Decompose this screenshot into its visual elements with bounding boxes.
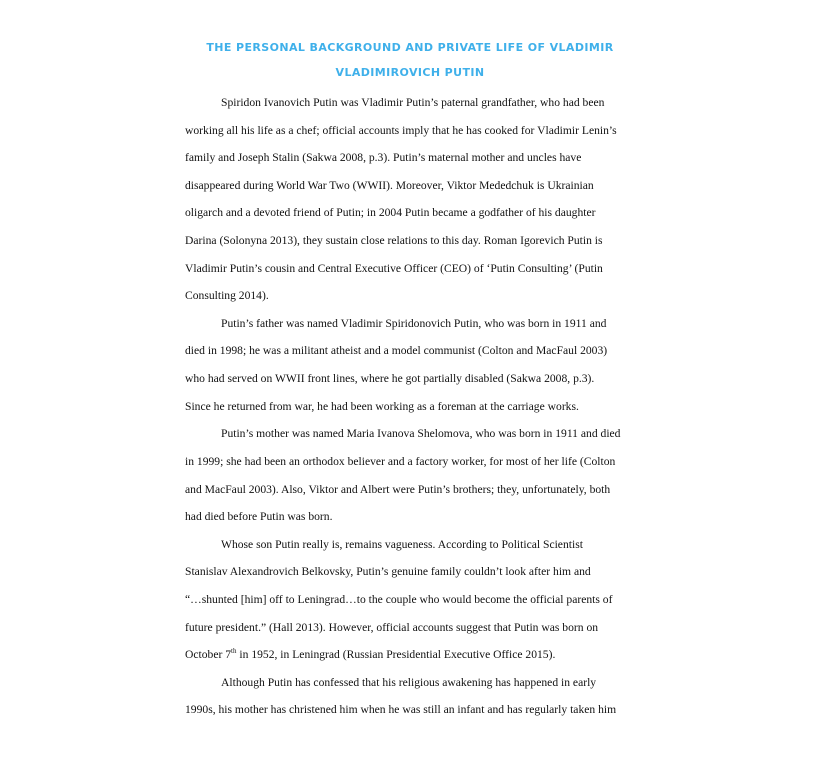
paragraph-line: oligarch and a devoted friend of Putin; in 2004 Putin became a godfather of his daughter bbox=[185, 206, 596, 219]
paragraph-line: Putin’s father was named Vladimir Spiridonovich Putin, who was born in 1911 and bbox=[221, 317, 607, 330]
paragraph-line: disappeared during World War Two (WWII). Moreover, Viktor Mededchuk is Ukrainian bbox=[185, 179, 594, 192]
paragraph-line: who had served on WWII front lines, where he got partially disabled (Sakwa 2008, p.3). bbox=[185, 372, 595, 385]
paragraph-line: Putin’s mother was named Maria Ivanova Shelomova, who was born in 1911 and died bbox=[221, 427, 621, 440]
paragraph-line: in 1999; she had been an orthodox believer and a factory worker, for most of her life (Colton bbox=[185, 455, 616, 468]
paragraph-line: Vladimir Putin’s cousin and Central Executive Officer (CEO) of ‘Putin Consulting’ (Putin bbox=[185, 262, 603, 275]
paragraph-line bbox=[185, 648, 555, 662]
paragraph-line: Since he returned from war, he had been working as a foreman at the carriage works. bbox=[185, 400, 579, 413]
paragraph-line: Spiridon Ivanovich Putin was Vladimir Putin’s paternal grandfather, who had been bbox=[221, 96, 605, 109]
paragraph-line: 1990s, his mother has christened him when he was still an infant and has regularly taken him bbox=[185, 703, 617, 716]
paragraph-line: family and Joseph Stalin (Sakwa 2008, p.3). Putin’s maternal mother and uncles have bbox=[185, 151, 582, 164]
paragraph-line: Whose son Putin really is, remains vagueness. According to Political Scientist bbox=[221, 538, 583, 551]
paragraph-line: died in 1998; he was a militant atheist and a model communist (Colton and MacFaul 2003) bbox=[185, 344, 608, 357]
date-text-continuation: in 1952, in Leningrad (Russian Presidential Executive Office 2015). bbox=[236, 648, 556, 661]
paragraph-line: Darina (Solonyna 2013), they sustain close relations to this day. Roman Igorevich Putin is bbox=[185, 234, 603, 247]
paragraph-line: had died before Putin was born. bbox=[185, 510, 333, 523]
date-text: October 7 bbox=[185, 648, 232, 661]
paragraph-line: “…shunted [him] off to Leningrad…to the couple who would become the official parents of bbox=[185, 593, 613, 606]
paragraph-line: Consulting 2014). bbox=[185, 289, 269, 302]
paragraph-line: Stanislav Alexandrovich Belkovsky, Putin’s genuine family couldn’t look after him and bbox=[185, 565, 591, 578]
paragraph-line: future president.” (Hall 2013). However, official accounts suggest that Putin was born on bbox=[185, 621, 599, 634]
paragraph-line: and MacFaul 2003). Also, Viktor and Albert were Putin’s brothers; they, unfortunately, both bbox=[185, 483, 611, 496]
paragraph-line: Although Putin has confessed that his religious awakening has happened in early bbox=[221, 676, 597, 689]
ordinal-suffix: th bbox=[231, 647, 237, 656]
document-title-line-1: THE PERSONAL BACKGROUND AND PRIVATE LIFE OF VLADIMIR bbox=[206, 41, 614, 54]
document-title-line-2: VLADIMIROVICH PUTIN bbox=[335, 66, 485, 79]
paragraph-line: working all his life as a chef; official accounts imply that he has cooked for Vladimir Lenin’s bbox=[185, 124, 617, 137]
